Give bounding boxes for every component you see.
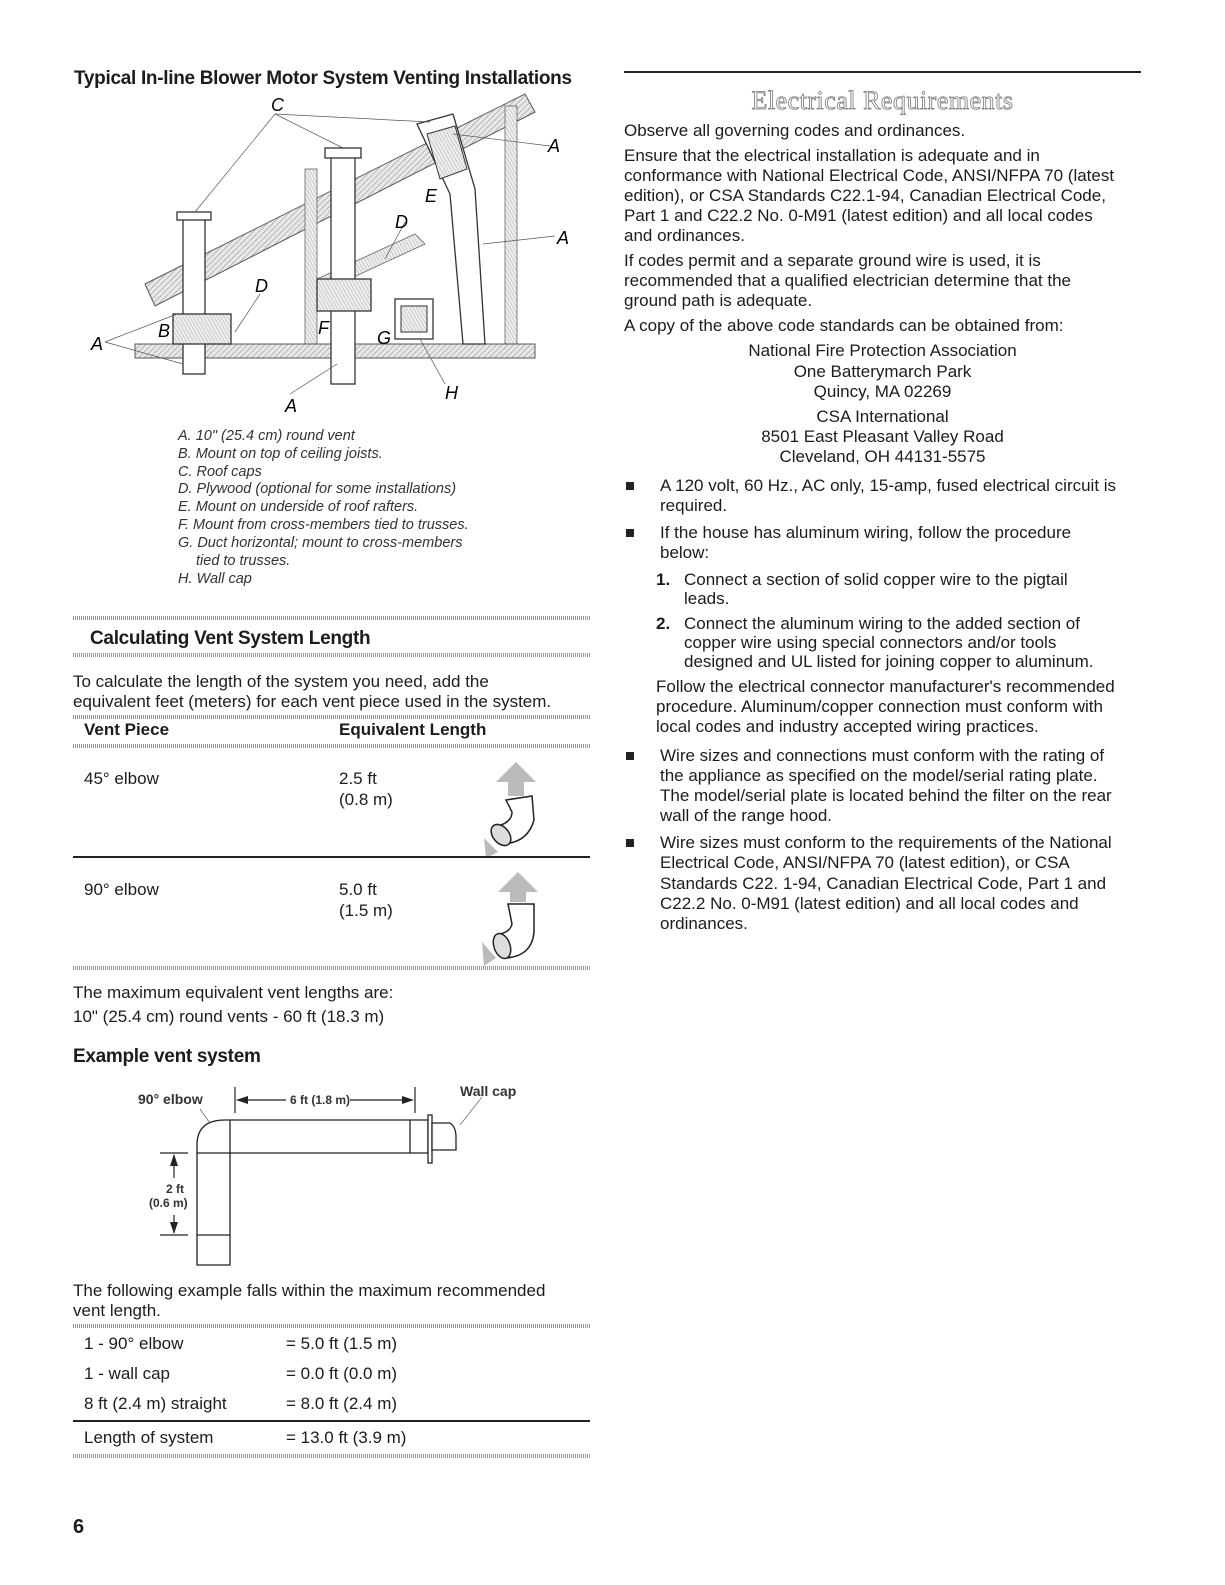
example-elbow-label: 90° elbow <box>138 1091 203 1107</box>
callout-a-bottom: A <box>285 396 298 416</box>
example-intro <box>73 1281 545 1321</box>
col-header-piece: Vent Piece <box>84 720 170 739</box>
row-45-piece: 45° elbow <box>84 769 159 788</box>
example-row-value: = 8.0 ft (2.4 m) <box>286 1394 398 1413</box>
legend-item: B. Mount on top of ceiling joists. <box>178 445 383 462</box>
callout-d-left: D <box>255 276 268 296</box>
legend-item: F. Mount from cross-members tied to trusses. <box>178 517 469 534</box>
max-intro: The maximum equivalent vent lengths are: <box>73 983 394 1002</box>
legend-item: G. Duct horizontal; mount to cross-members <box>178 534 463 551</box>
legend-item: E. Mount on underside of roof rafters. <box>178 499 419 516</box>
bullet-icon <box>626 839 634 847</box>
p-observe: Observe all governing codes and ordinances. <box>624 121 966 140</box>
callout-d-center: D <box>395 212 408 232</box>
address-nfpa: National Fire Protection Association One Batterymarch Park Quincy, MA 02269 <box>748 341 1017 401</box>
legend-item: D. Plywood (optional for some installations) <box>178 481 457 498</box>
step-2: 2. Connect the aluminum wiring to the added section of copper wire using special connectors and/or tools designed and UL listed for joining copper to aluminum. <box>656 614 1094 672</box>
example-vent-diagram <box>130 1075 550 1275</box>
p-ensure: Ensure that the electrical installation is adequate and in conformance with National Electrical Code, ANSI/NFPA 70 (latest edition), or CSA Standards C22.1-94, Canadian Electrical Code, Part 1 and C22.2 No. 0-M91 (latest edition) and all local codes and ordinances. <box>624 146 1115 246</box>
bullet-wire-sizes: Wire sizes and connections must conform with the rating of the appliance as specified on the model/serial rating plate. The model/serial plate is located behind the filter on the rear wall of the range hood. <box>624 746 1149 826</box>
elbow-45-icon <box>478 760 553 860</box>
installation-illustration <box>85 94 570 424</box>
bullet-icon <box>626 529 634 537</box>
callout-e: E <box>425 186 438 206</box>
divider <box>73 653 590 657</box>
electrical-title: Electrical Requirements <box>751 86 1014 115</box>
legend-item: C. Roof caps <box>178 463 262 480</box>
example-total-value: = 13.0 ft (3.9 m) <box>286 1428 407 1447</box>
calc-intro <box>73 672 551 712</box>
bullet-aluminum: If the house has aluminum wiring, follow the procedure below: <box>624 523 1149 563</box>
bullet-wire-codes: Wire sizes must conform to the requirements of the National Electrical Code, ANSI/NFPA 70 (latest edition), or CSA Standards C22. 1-94, Canadian Electrical Code, Part 1 and C22.2 No. 0-M91 (latest edition) and all local codes and ordinances. <box>624 833 1149 933</box>
example-rule <box>73 1324 590 1328</box>
callout-b: B <box>158 321 171 341</box>
installations-title: Typical In-line Blower Motor System Venting Installations <box>74 68 572 89</box>
example-row-value: = 0.0 ft (0.0 m) <box>286 1364 398 1383</box>
row-45-ft: 2.5 ft <box>339 769 377 788</box>
address-csa: CSA International 8501 East Pleasant Valley Road Cleveland, OH 44131-5575 <box>761 406 1004 466</box>
example-total-rule <box>73 1420 590 1422</box>
example-vert-ft: 2 ft <box>166 1182 184 1196</box>
illustration-legend <box>178 428 469 588</box>
example-row-label: 8 ft (2.4 m) straight <box>84 1394 227 1413</box>
example-wallcap-label: Wall cap <box>460 1083 517 1099</box>
max-value: 10" (25.4 cm) round vents - 60 ft (18.3 m) <box>73 1007 385 1026</box>
section-rule <box>624 71 1141 73</box>
bullet-icon <box>626 752 634 760</box>
p-follow: Follow the electrical connector manufacturer's recommended procedure. Aluminum/copper connection must conform with local codes and industry accepted wiring practices. <box>656 677 1115 737</box>
callout-a-left: A <box>91 334 104 354</box>
page-number: 6 <box>73 1516 85 1538</box>
callout-a-right: A <box>557 228 570 248</box>
table-rule <box>73 856 590 858</box>
bullet-icon <box>626 482 634 490</box>
callout-c: C <box>271 95 284 115</box>
callout-h: H <box>445 383 458 403</box>
example-intro-line: The following example falls within the maximum recommended <box>73 1281 546 1300</box>
example-title: Example vent system <box>73 1046 261 1067</box>
col-header-length: Equivalent Length <box>339 720 487 739</box>
row-90-m: (1.5 m) <box>339 901 393 920</box>
step-1: 1. Connect a section of solid copper wire to the pigtail leads. <box>656 569 1068 608</box>
bullet-circuit: A 120 volt, 60 Hz., AC only, 15-amp, fused electrical circuit is required. <box>624 476 1149 516</box>
calc-intro-line: equivalent feet (meters) for each vent piece used in the system. <box>73 692 552 712</box>
table-rule <box>73 715 590 719</box>
calc-intro-line: To calculate the length of the system you need, add the <box>73 672 489 691</box>
legend-item: H. Wall cap <box>178 570 252 587</box>
example-intro-line: vent length. <box>73 1301 161 1321</box>
example-rule <box>73 1454 590 1458</box>
legend-item: A. 10" (25.4 cm) round vent <box>178 428 355 444</box>
example-row-label: 1 - 90° elbow <box>84 1334 184 1353</box>
legend-item: tied to trusses. <box>196 552 291 569</box>
example-horizontal-label: 6 ft (1.8 m) <box>290 1093 351 1107</box>
calc-title: Calculating Vent System Length <box>90 628 371 649</box>
p-ground: If codes permit and a separate ground wire is used, it is recommended that a qualified electrician determine that the ground path is adequate. <box>624 251 1071 311</box>
callout-a-top: A <box>548 136 561 156</box>
divider <box>73 616 590 620</box>
row-90-ft: 5.0 ft <box>339 880 377 899</box>
example-row-value: = 5.0 ft (1.5 m) <box>286 1334 398 1353</box>
callout-f: F <box>318 318 329 338</box>
table-rule <box>73 966 590 970</box>
electrical-body <box>624 121 1149 941</box>
elbow-90-icon <box>478 870 553 970</box>
p-copy: A copy of the above code standards can be obtained from: <box>624 316 1064 336</box>
table-rule <box>73 744 590 748</box>
row-90-piece: 90° elbow <box>84 880 159 899</box>
example-row-label: 1 - wall cap <box>84 1364 170 1383</box>
example-total-label: Length of system <box>84 1428 214 1447</box>
example-vert-m: (0.6 m) <box>149 1196 188 1210</box>
row-45-m: (0.8 m) <box>339 790 393 809</box>
callout-g: G <box>377 328 392 348</box>
